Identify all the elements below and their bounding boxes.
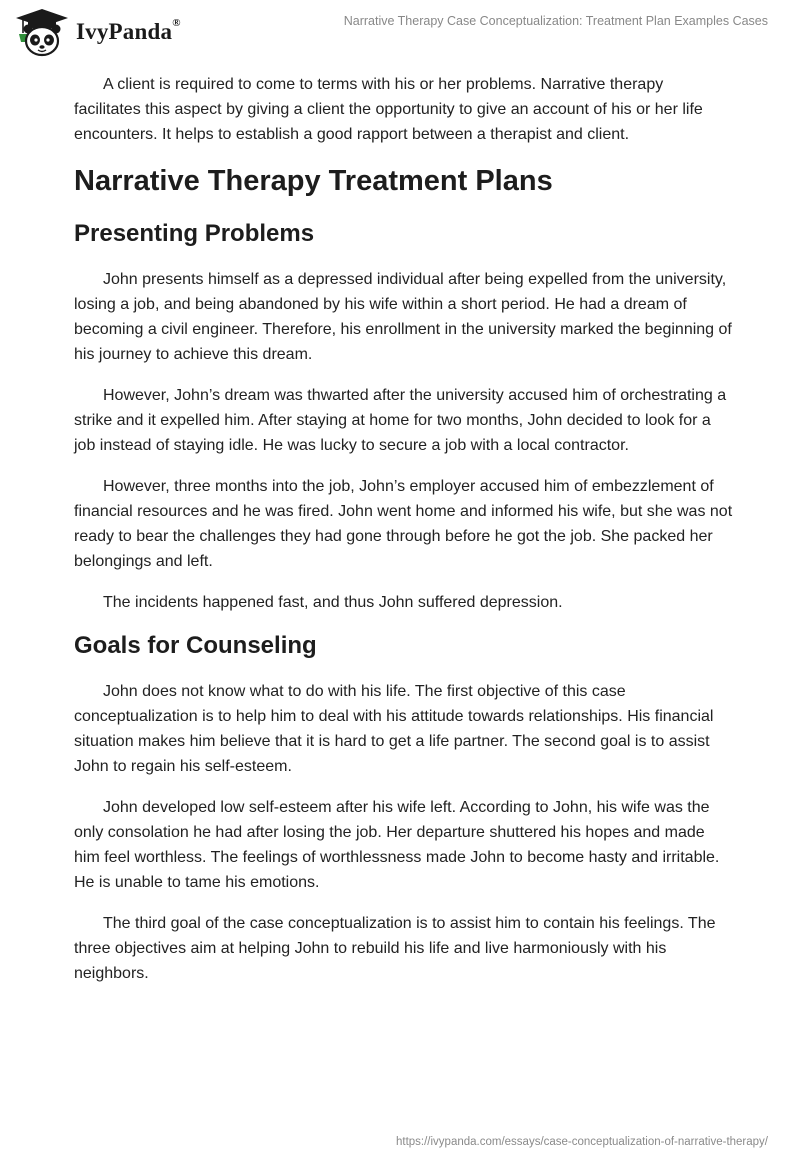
- paragraph: The incidents happened fast, and thus John suffered depression.: [103, 594, 563, 611]
- paragraph: John presents himself as a depressed individual after being expelled from the university, losing a job, and being abandoned by his wife within a short period. He had a dream of becoming a civil engineer. Therefore, his enrollment in the university marked the beginning of his journey to achieve this dream.: [74, 271, 732, 363]
- source-url[interactable]: https://ivypanda.com/essays/case-conceptualization-of-narrative-therapy/: [395, 1136, 768, 1148]
- ivypanda-logo[interactable]: [14, 7, 181, 57]
- paragraph: However, three months into the job, John’s employer accused him of embezzlement of financial resources and he was fired. John went home and informed his wife, but she was not ready to bear the challenges they had gone through before he got the job. She packed her belongings and left.: [74, 478, 733, 570]
- section-heading-goals-for-counseling: Goals for Counseling: [74, 632, 317, 659]
- paragraph: The third goal of the case conceptualization is to assist him to contain his feelings. The three objectives aim at helping John to rebuild his life and live harmoniously with his neighbors.: [74, 915, 716, 982]
- intro-paragraph: A client is required to come to terms with his or her problems. Narrative therapy facilitates this aspect by giving a client the opportunity to give an account of his or her life encounters. It helps to establish a good rapport between a therapist and client.: [74, 76, 703, 143]
- page-header: [0, 0, 800, 64]
- paragraph: John developed low self-esteem after his wife left. According to John, his wife was the only consolation he had after losing the job. Her departure shuttered his hopes and made him feel worthless. The feelings of worthlessness made John to become hasty and irritable. He is unable to tame his emotions.: [74, 799, 720, 891]
- section-heading-presenting-problems: Presenting Problems: [74, 220, 315, 247]
- document-title: Narrative Therapy Case Conceptualization: Treatment Plan Examples Cases: [343, 14, 768, 28]
- paragraph: John does not know what to do with his life. The first objective of this case conceptualization is to help him to deal with his attitude towards relationships. His financial situation makes him believe that it is hard to get a life partner. The second goal is to assist John to regain his self-esteem.: [74, 683, 714, 775]
- article-body: [74, 72, 734, 1002]
- panda-graduate-icon: [14, 7, 70, 57]
- paragraph: However, John’s dream was thwarted after the university accused him of orchestrating a strike and it expelled him. After staying at home for two months, John decided to look for a job instead of staying idle. He was lucky to secure a job with a local contractor.: [74, 387, 727, 454]
- brand-name: IvyPanda®: [76, 17, 181, 44]
- main-heading: Narrative Therapy Treatment Plans: [74, 165, 553, 197]
